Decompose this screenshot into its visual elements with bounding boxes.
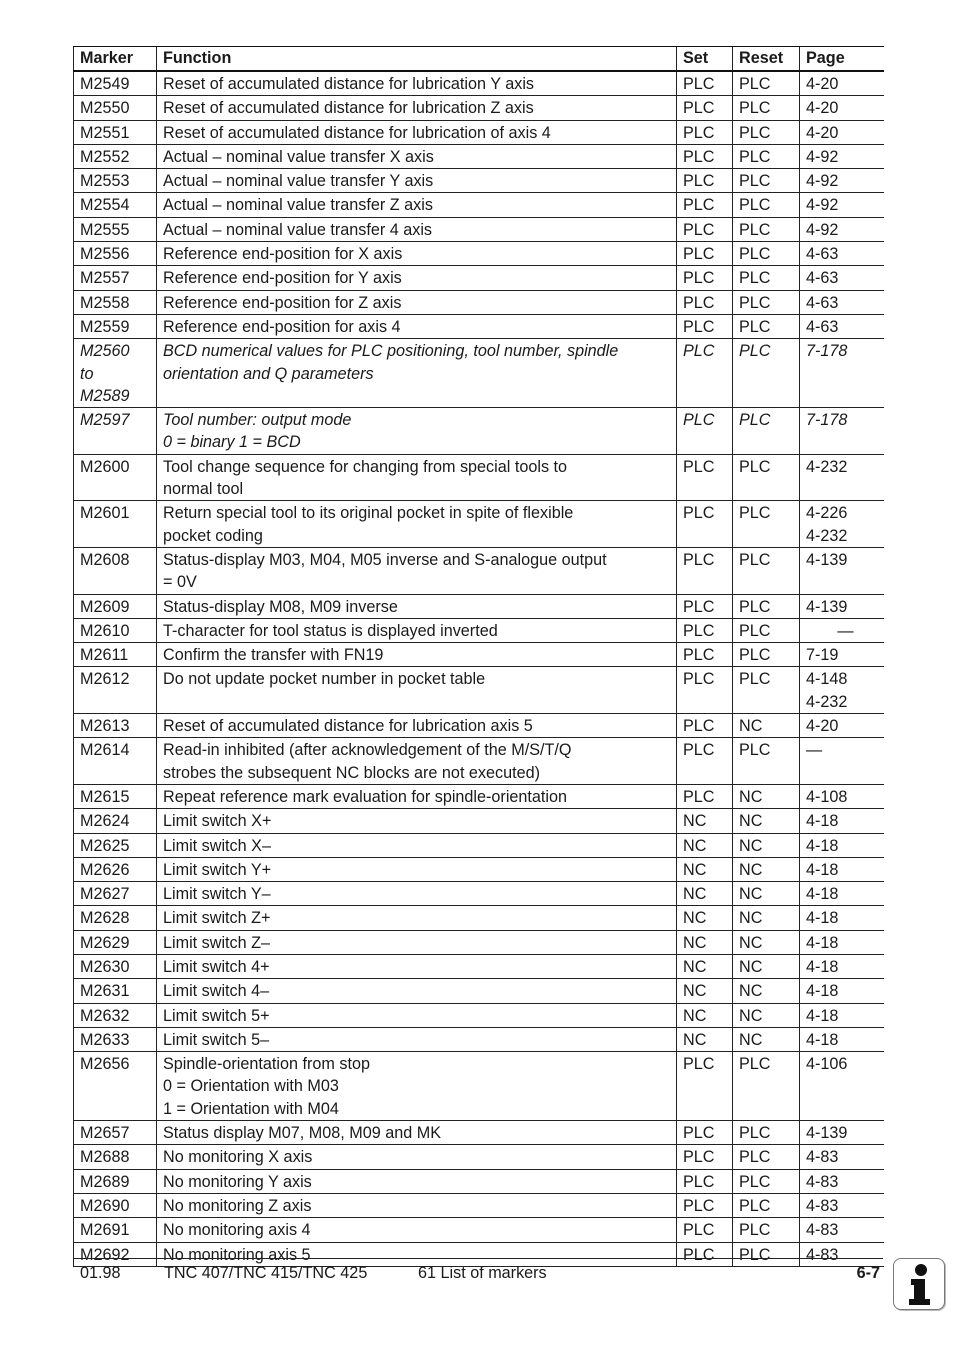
cell-set: PLC [677, 314, 733, 338]
cell-set: PLC [677, 71, 733, 96]
cell-page: 4-232 [800, 454, 884, 501]
cell-page: 4-18 [800, 930, 884, 954]
table-row [74, 169, 884, 193]
cell-page: 4-18 [800, 954, 884, 978]
cell-set: PLC [677, 1193, 733, 1217]
cell-marker: M2609 [74, 594, 157, 618]
table-row [74, 643, 884, 667]
cell-reset: PLC [733, 339, 800, 408]
cell-function: Limit switch 5+ [157, 1003, 677, 1027]
cell-set: NC [677, 1027, 733, 1051]
cell-reset: NC [733, 954, 800, 978]
cell-set: PLC [677, 667, 733, 714]
table-row [74, 738, 884, 785]
cell-marker: M2692 [74, 1242, 157, 1266]
cell-function: No monitoring axis 4 [157, 1218, 677, 1242]
cell-marker: M2549 [74, 71, 157, 96]
cell-function: Limit switch 4+ [157, 954, 677, 978]
cell-function: Return special tool to its original pocket in spite of flexible pocket coding [157, 501, 677, 548]
table-row [74, 784, 884, 808]
cell-function: Reset of accumulated distance for lubrication Y axis [157, 71, 677, 96]
cell-marker: M2552 [74, 144, 157, 168]
cell-page: 4-148 4-232 [800, 667, 884, 714]
cell-reset: NC [733, 1027, 800, 1051]
cell-set: PLC [677, 1145, 733, 1169]
cell-function: Actual – nominal value transfer 4 axis [157, 217, 677, 241]
cell-set: PLC [677, 266, 733, 290]
footer-divider [73, 1258, 883, 1259]
cell-function: Reset of accumulated distance for lubrication axis 5 [157, 714, 677, 738]
cell-page: 4-63 [800, 266, 884, 290]
table-row [74, 266, 884, 290]
table-row [74, 120, 884, 144]
table-row [74, 547, 884, 594]
cell-marker: M2632 [74, 1003, 157, 1027]
cell-page: 4-18 [800, 979, 884, 1003]
cell-set: NC [677, 833, 733, 857]
cell-set: NC [677, 882, 733, 906]
cell-function: Actual – nominal value transfer Y axis [157, 169, 677, 193]
cell-set: PLC [677, 242, 733, 266]
cell-function: No monitoring X axis [157, 1145, 677, 1169]
cell-function: Status display M07, M08, M09 and MK [157, 1121, 677, 1145]
cell-page: 4-18 [800, 882, 884, 906]
cell-reset: PLC [733, 1242, 800, 1266]
cell-reset: PLC [733, 120, 800, 144]
cell-page: 4-83 [800, 1145, 884, 1169]
cell-set: PLC [677, 714, 733, 738]
table-row [74, 930, 884, 954]
cell-page: 4-18 [800, 833, 884, 857]
cell-marker: M2626 [74, 857, 157, 881]
cell-reset: PLC [733, 96, 800, 120]
cell-marker: M2625 [74, 833, 157, 857]
cell-marker: M2556 [74, 242, 157, 266]
cell-function: Reference end-position for X axis [157, 242, 677, 266]
cell-set: PLC [677, 339, 733, 408]
cell-reset: PLC [733, 290, 800, 314]
cell-page: 4-92 [800, 169, 884, 193]
cell-marker: M2600 [74, 454, 157, 501]
cell-marker: M2690 [74, 1193, 157, 1217]
cell-reset: PLC [733, 738, 800, 785]
cell-set: NC [677, 930, 733, 954]
cell-function: No monitoring Y axis [157, 1169, 677, 1193]
cell-marker: M2628 [74, 906, 157, 930]
cell-marker: M2689 [74, 1169, 157, 1193]
cell-page: 4-63 [800, 242, 884, 266]
cell-page: 4-83 [800, 1169, 884, 1193]
table-row [74, 954, 884, 978]
cell-marker: M2656 [74, 1052, 157, 1121]
cell-reset: PLC [733, 144, 800, 168]
table-row [74, 714, 884, 738]
table-row [74, 618, 884, 642]
cell-marker: M2555 [74, 217, 157, 241]
footer-section: 61 List of markers [418, 1264, 547, 1282]
cell-set: PLC [677, 96, 733, 120]
table-row [74, 1052, 884, 1121]
table-row [74, 1193, 884, 1217]
footer-model: TNC 407/TNC 415/TNC 425 [164, 1264, 368, 1282]
cell-page: 4-18 [800, 857, 884, 881]
cell-reset: PLC [733, 454, 800, 501]
cell-reset: PLC [733, 217, 800, 241]
cell-marker: M2629 [74, 930, 157, 954]
cell-function: BCD numerical values for PLC positioning, tool number, spindle orientation and Q parameters [157, 339, 677, 408]
cell-function: Confirm the transfer with FN19 [157, 643, 677, 667]
cell-function: Status-display M08, M09 inverse [157, 594, 677, 618]
cell-reset: NC [733, 809, 800, 833]
cell-function: Limit switch X+ [157, 809, 677, 833]
table-row [74, 1027, 884, 1051]
cell-function: No monitoring Z axis [157, 1193, 677, 1217]
cell-function: Do not update pocket number in pocket table [157, 667, 677, 714]
table-row [74, 594, 884, 618]
cell-page: 4-92 [800, 193, 884, 217]
cell-marker: M2601 [74, 501, 157, 548]
cell-set: PLC [677, 217, 733, 241]
cell-set: NC [677, 954, 733, 978]
cell-page: 4-83 [800, 1242, 884, 1266]
cell-marker: M2597 [74, 408, 157, 455]
cell-function: Limit switch Z+ [157, 906, 677, 930]
footer-date: 01.98 [80, 1264, 121, 1282]
cell-reset: NC [733, 784, 800, 808]
cell-page: 4-139 [800, 547, 884, 594]
cell-set: PLC [677, 547, 733, 594]
cell-function: T-character for tool status is displayed inverted [157, 618, 677, 642]
table-row [74, 290, 884, 314]
cell-reset: PLC [733, 1193, 800, 1217]
cell-reset: PLC [733, 408, 800, 455]
cell-reset: PLC [733, 1052, 800, 1121]
cell-set: PLC [677, 1121, 733, 1145]
cell-marker: M2614 [74, 738, 157, 785]
cell-page: 4-18 [800, 1003, 884, 1027]
cell-function: Actual – nominal value transfer X axis [157, 144, 677, 168]
cell-function: Reference end-position for Z axis [157, 290, 677, 314]
cell-marker: M2612 [74, 667, 157, 714]
header-marker: Marker [74, 47, 157, 72]
cell-reset: PLC [733, 1218, 800, 1242]
cell-set: PLC [677, 290, 733, 314]
cell-page: 4-20 [800, 714, 884, 738]
cell-reset: PLC [733, 501, 800, 548]
header-set: Set [677, 47, 733, 72]
cell-set: PLC [677, 193, 733, 217]
cell-function: Reset of accumulated distance for lubrication of axis 4 [157, 120, 677, 144]
table-row [74, 1218, 884, 1242]
cell-function: Limit switch Z– [157, 930, 677, 954]
info-icon [893, 1258, 945, 1310]
markers-table-container [73, 46, 883, 1267]
cell-reset: PLC [733, 547, 800, 594]
cell-page: — [800, 738, 884, 785]
cell-page: 7-178 [800, 339, 884, 408]
table-body [74, 71, 884, 1266]
cell-set: PLC [677, 1052, 733, 1121]
table-row [74, 501, 884, 548]
cell-marker: M2631 [74, 979, 157, 1003]
cell-page: 4-18 [800, 809, 884, 833]
cell-set: PLC [677, 1169, 733, 1193]
cell-reset: NC [733, 906, 800, 930]
cell-marker: M2691 [74, 1218, 157, 1242]
table-row [74, 906, 884, 930]
cell-function: Tool change sequence for changing from special tools to normal tool [157, 454, 677, 501]
cell-page: 4-92 [800, 144, 884, 168]
cell-page: 7-178 [800, 408, 884, 455]
table-row [74, 1145, 884, 1169]
header-reset: Reset [733, 47, 800, 72]
cell-function: Limit switch X– [157, 833, 677, 857]
cell-reset: PLC [733, 594, 800, 618]
cell-reset: PLC [733, 242, 800, 266]
cell-page: 4-83 [800, 1193, 884, 1217]
table-row [74, 667, 884, 714]
cell-marker: M2551 [74, 120, 157, 144]
table-row [74, 979, 884, 1003]
table-row [74, 339, 884, 408]
cell-page: 4-63 [800, 314, 884, 338]
table-row [74, 144, 884, 168]
cell-set: PLC [677, 618, 733, 642]
cell-marker: M2557 [74, 266, 157, 290]
cell-set: PLC [677, 1218, 733, 1242]
cell-function: No monitoring axis 5 [157, 1242, 677, 1266]
table-row [74, 96, 884, 120]
cell-reset: NC [733, 714, 800, 738]
cell-marker: M2553 [74, 169, 157, 193]
cell-set: PLC [677, 738, 733, 785]
cell-marker: M2624 [74, 809, 157, 833]
cell-marker: M2550 [74, 96, 157, 120]
cell-marker: M2608 [74, 547, 157, 594]
cell-set: PLC [677, 643, 733, 667]
cell-marker: M2611 [74, 643, 157, 667]
cell-set: NC [677, 1003, 733, 1027]
table-row [74, 882, 884, 906]
cell-page: 4-20 [800, 71, 884, 96]
cell-page: 4-18 [800, 1027, 884, 1051]
cell-set: PLC [677, 169, 733, 193]
cell-page: 4-20 [800, 96, 884, 120]
cell-page: 4-63 [800, 290, 884, 314]
cell-reset: PLC [733, 193, 800, 217]
cell-function: Tool number: output mode 0 = binary 1 = BCD [157, 408, 677, 455]
cell-set: PLC [677, 784, 733, 808]
cell-page: 4-18 [800, 906, 884, 930]
cell-set: NC [677, 979, 733, 1003]
cell-page: 4-139 [800, 1121, 884, 1145]
table-row [74, 71, 884, 96]
table-row [74, 1003, 884, 1027]
cell-page: 4-83 [800, 1218, 884, 1242]
cell-marker: M2559 [74, 314, 157, 338]
cell-function: Actual – nominal value transfer Z axis [157, 193, 677, 217]
cell-set: NC [677, 857, 733, 881]
cell-marker: M2630 [74, 954, 157, 978]
cell-page: — [800, 618, 884, 642]
cell-function: Reference end-position for axis 4 [157, 314, 677, 338]
cell-reset: PLC [733, 266, 800, 290]
cell-reset: PLC [733, 1121, 800, 1145]
cell-reset: NC [733, 833, 800, 857]
cell-set: PLC [677, 144, 733, 168]
cell-reset: NC [733, 882, 800, 906]
table-row [74, 314, 884, 338]
cell-set: NC [677, 906, 733, 930]
cell-reset: NC [733, 930, 800, 954]
cell-function: Read-in inhibited (after acknowledgement of the M/S/T/Q strobes the subsequent NC blocks are not executed) [157, 738, 677, 785]
table-row [74, 857, 884, 881]
table-row [74, 217, 884, 241]
cell-reset: PLC [733, 169, 800, 193]
cell-function: Reset of accumulated distance for lubrication Z axis [157, 96, 677, 120]
header-function: Function [157, 47, 677, 72]
cell-marker: M2613 [74, 714, 157, 738]
cell-set: PLC [677, 1242, 733, 1266]
cell-marker: M2688 [74, 1145, 157, 1169]
table-header-row [74, 47, 884, 72]
cell-set: PLC [677, 454, 733, 501]
table-row [74, 242, 884, 266]
cell-function: Reference end-position for Y axis [157, 266, 677, 290]
cell-function: Spindle-orientation from stop 0 = Orientation with M03 1 = Orientation with M04 [157, 1052, 677, 1121]
cell-page: 4-106 [800, 1052, 884, 1121]
cell-marker: M2554 [74, 193, 157, 217]
cell-set: PLC [677, 594, 733, 618]
cell-marker: M2633 [74, 1027, 157, 1051]
cell-marker: M2615 [74, 784, 157, 808]
cell-page: 4-139 [800, 594, 884, 618]
table-row [74, 1121, 884, 1145]
cell-function: Limit switch Y– [157, 882, 677, 906]
cell-reset: PLC [733, 667, 800, 714]
table-row [74, 193, 884, 217]
cell-reset: NC [733, 857, 800, 881]
footer-page-number: 6-7 [856, 1264, 880, 1282]
header-page: Page [800, 47, 884, 72]
cell-reset: PLC [733, 643, 800, 667]
table-row [74, 408, 884, 455]
cell-page: 7-19 [800, 643, 884, 667]
cell-reset: NC [733, 1003, 800, 1027]
cell-reset: PLC [733, 1169, 800, 1193]
cell-marker: M2657 [74, 1121, 157, 1145]
cell-page: 4-20 [800, 120, 884, 144]
cell-marker: M2627 [74, 882, 157, 906]
cell-page: 4-108 [800, 784, 884, 808]
cell-marker: M2560 to M2589 [74, 339, 157, 408]
cell-function: Limit switch Y+ [157, 857, 677, 881]
cell-set: PLC [677, 501, 733, 548]
table-row [74, 833, 884, 857]
cell-reset: PLC [733, 71, 800, 96]
table-row [74, 809, 884, 833]
cell-page: 4-92 [800, 217, 884, 241]
table-row [74, 1169, 884, 1193]
cell-set: PLC [677, 408, 733, 455]
cell-reset: PLC [733, 618, 800, 642]
cell-page: 4-226 4-232 [800, 501, 884, 548]
cell-reset: PLC [733, 314, 800, 338]
cell-function: Status-display M03, M04, M05 inverse and S-analogue output = 0V [157, 547, 677, 594]
table-row [74, 454, 884, 501]
cell-set: NC [677, 809, 733, 833]
cell-set: PLC [677, 120, 733, 144]
cell-function: Repeat reference mark evaluation for spindle-orientation [157, 784, 677, 808]
cell-marker: M2558 [74, 290, 157, 314]
cell-reset: PLC [733, 1145, 800, 1169]
cell-function: Limit switch 4– [157, 979, 677, 1003]
cell-marker: M2610 [74, 618, 157, 642]
cell-reset: NC [733, 979, 800, 1003]
markers-table [73, 46, 884, 1267]
cell-function: Limit switch 5– [157, 1027, 677, 1051]
